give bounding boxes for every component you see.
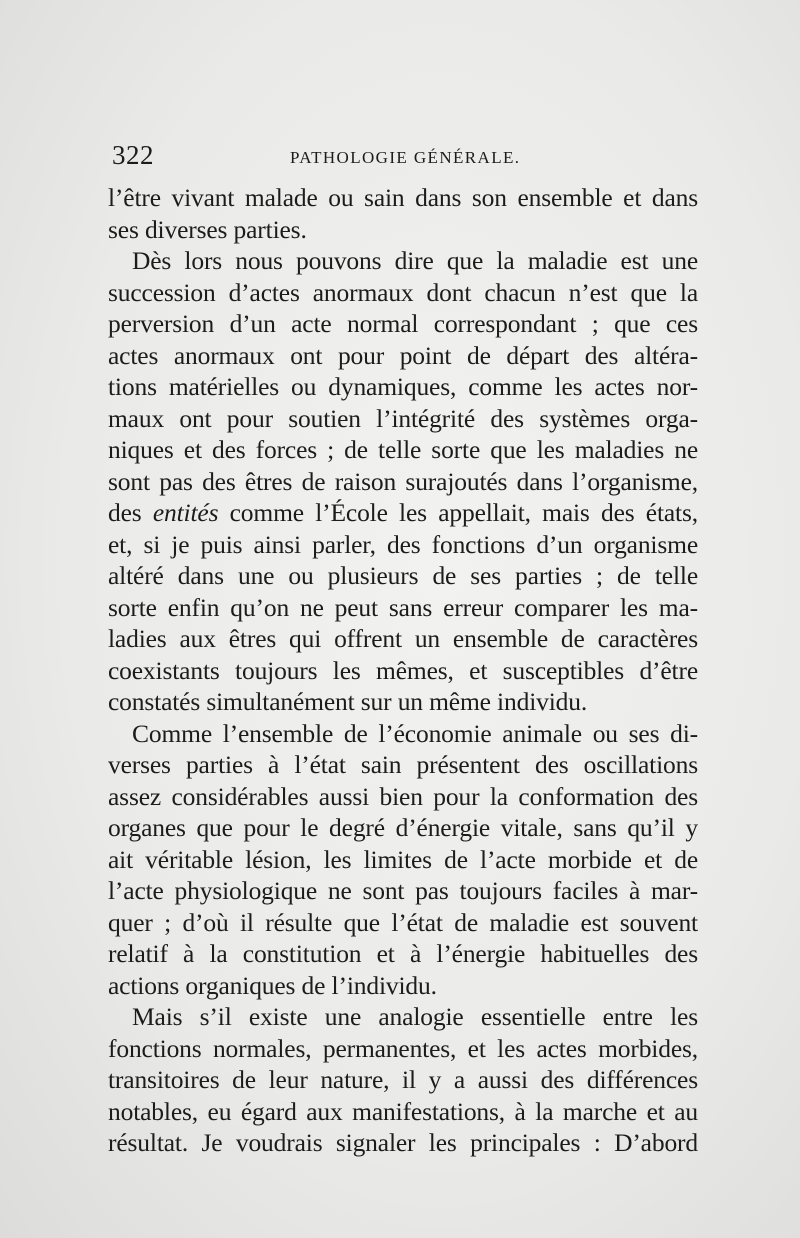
text-line: actions organiques de l’individu.	[108, 970, 437, 1000]
text-line: l’être vivant malade ou sain dans son ensemble et dans	[108, 183, 698, 212]
text-line: assez considérables aussi bien pour la conformation des	[108, 781, 698, 811]
text-line: constatés simultanément sur un même individu.	[108, 687, 588, 716]
text-line: résultat. Je voudrais signaler les principales : D’abord	[108, 1128, 698, 1157]
text-line: perversion d’un acte normal correspondant ; que ces	[108, 309, 698, 338]
text-line: transitoires de leur nature, il y a aussi des différences	[108, 1065, 698, 1094]
page-header	[112, 140, 702, 174]
text-line: succession d’actes anormaux dont chacun n’est que la	[108, 277, 698, 307]
text-line: ladies aux êtres qui offrent un ensemble de caractères	[108, 624, 698, 653]
text-line: l’acte physiologique ne sont pas toujours faciles à mar-	[108, 876, 698, 905]
text-line: tions matérielles ou dynamiques, comme les actes nor-	[108, 372, 698, 401]
text-line: maux ont pour soutien l’intégrité des systèmes orga-	[108, 403, 698, 433]
body-text	[108, 182, 698, 1159]
text-line: organes que pour le degré d’énergie vitale, sans qu’il y	[108, 813, 698, 842]
text-line: verses parties à l’état sain présentent des oscillations	[108, 750, 698, 779]
paragraph-first-line: Dès lors nous pouvons dire que la maladie est une	[132, 246, 698, 275]
text-line: notables, eu égard aux manifestations, à la marche et au	[108, 1096, 698, 1126]
text-line: altéré dans une ou plusieurs de ses parties ; de telle	[108, 561, 698, 590]
text-line	[108, 497, 698, 529]
running-head: PATHOLOGIE GÉNÉRALE.	[290, 148, 521, 167]
text-line: actes anormaux ont pour point de départ des altéra-	[108, 340, 698, 370]
paragraph-first-line: Mais s’il existe une analogie essentielle entre les	[132, 1002, 698, 1031]
text-line: ait véritable lésion, les limites de l’acte morbide et de	[108, 844, 698, 874]
text-line: coexistants toujours les mêmes, et susceptibles d’être	[108, 655, 698, 685]
text-line: fonctions normales, permanentes, et les actes morbides,	[108, 1033, 698, 1063]
text-segment: comme l’École les appellait, mais des états,	[218, 498, 698, 527]
page-number: 322	[112, 140, 154, 170]
text-line: et, si je puis ainsi parler, des fonctions d’un organisme	[108, 529, 698, 559]
text-line: niques et des forces ; de telle sorte que les maladies ne	[108, 435, 698, 464]
italic-term: entités	[152, 498, 219, 527]
text-line: quer ; d’où il résulte que l’état de maladie est souvent	[108, 907, 698, 937]
text-line: sorte enfin qu’on ne peut sans erreur comparer les ma-	[108, 592, 698, 622]
text-line: sont pas des êtres de raison surajoutés dans l’organisme,	[108, 466, 698, 496]
text-line: relatif à la constitution et à l’énergie habituelles des	[108, 939, 698, 968]
text-segment: des	[108, 498, 153, 527]
paragraph-first-line: Comme l’ensemble de l’économie animale ou ses di-	[132, 718, 698, 748]
text-line: ses diverses parties.	[108, 214, 307, 244]
